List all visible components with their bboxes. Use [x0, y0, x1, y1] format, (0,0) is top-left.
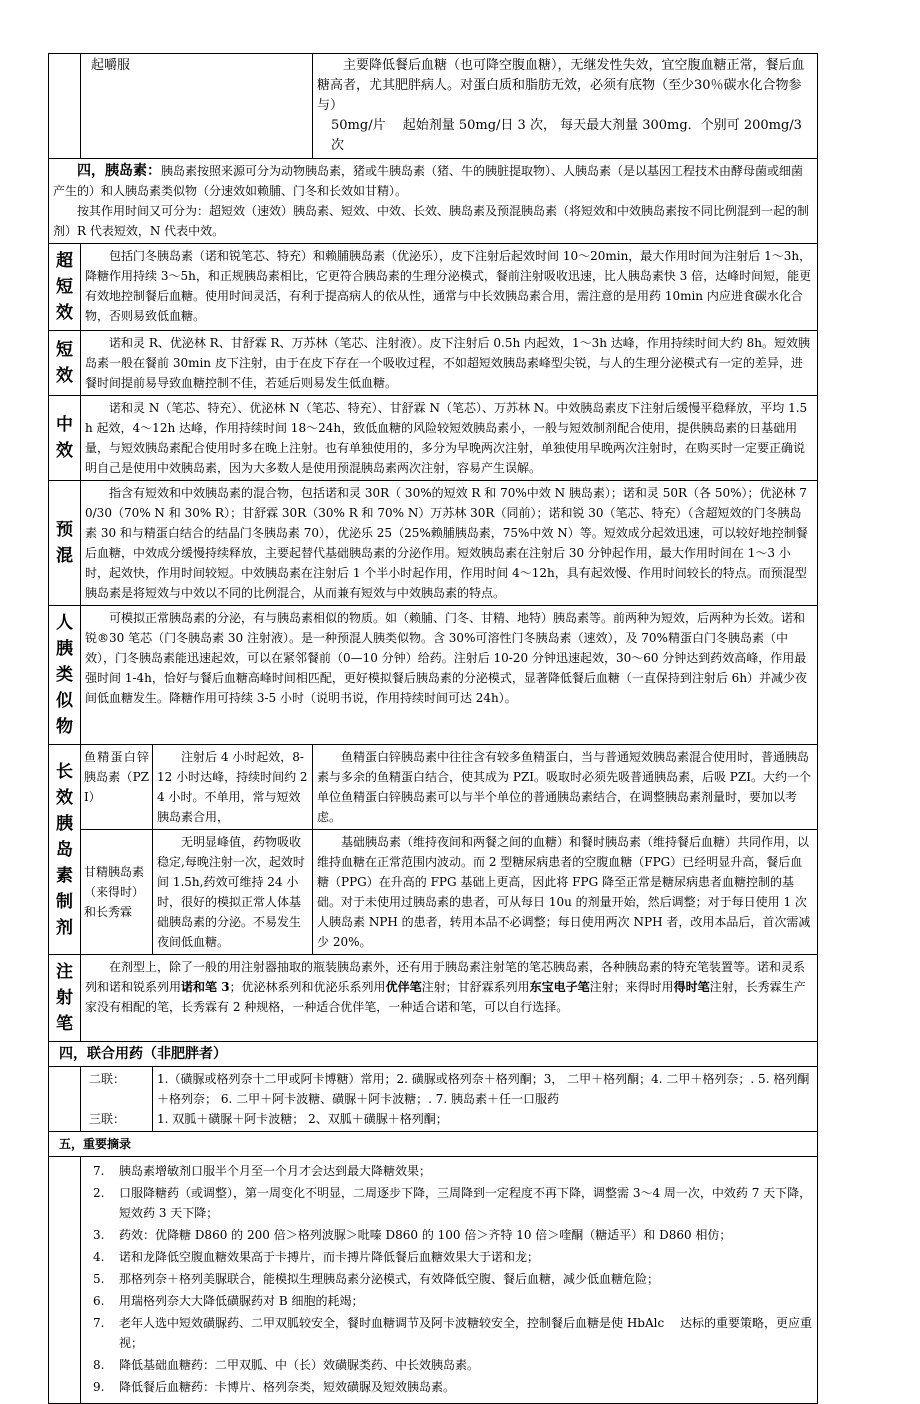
list-item: [85, 1313, 813, 1353]
row-label: 人胰类似物: [49, 606, 81, 745]
table-row: [49, 1042, 818, 1067]
long-drug-name: 甘精胰岛素（来得时）和长秀霖: [81, 830, 153, 955]
pen-text: 注射；来得时用: [589, 980, 674, 994]
long-drug-name: 鱼精蛋白锌胰岛素（PZI）: [81, 745, 153, 830]
table-row: [49, 396, 818, 481]
row-label: 短效: [49, 331, 81, 396]
table-row: [49, 159, 818, 244]
row-label: 超短效: [49, 244, 81, 331]
list-item-text: 胰岛素增敏剂口服半个月至一个月才会达到最大降糖效果；: [119, 1164, 432, 1178]
row-text: 诺和灵 N（笔芯、特充）、优泌林 N（笔芯、特充）、甘舒霖 N（笔芯）、万苏林 N。中效胰岛素皮下注射后缓慢平稳释放，平均 1.5h 起效，4～12h 达峰，作用持续时间 18～24h，致低血糖的风险较短效胰岛素小，一般与短效制剂配合使用，提供胰岛素的日基础用量，与短效胰岛素配合使用时多在晚上注射。也有单独使用的，多分为早晚两次注射，单独使用早晚两次注射时，在购买时一定要正确说明自己是使用中效胰岛素，因为大多数人是使用预混胰岛素两次注射，容易产生误解。: [81, 396, 818, 481]
section-heading: 四，联合用药（非肥胖者）: [49, 1042, 818, 1067]
list-item: [85, 1269, 813, 1289]
drug-dose-line: 50mg/片 起始剂量 50mg/日 3 次， 每天最大剂量 300mg．个别可 200mg/3 次: [331, 118, 802, 153]
row-text: 指含有短效和中效胰岛素的混合物，包括诺和灵 30R（ 30%的短效 R 和 70%中效 N 胰岛素）；诺和灵 50R（各 50%）；优泌林 70/30（70% N 和 30% R）；甘舒霖 30R（30% R 和 70% N）万苏林 30R（同前）；诺和锐 30（笔芯、特充）（含超短效的门冬胰岛素 30 和与精蛋白结合的结晶门冬胰岛素 70），优泌乐 25（25%赖脯胰岛素，75%中效 N）等。短效成分起效迅速，可以较好地控制餐后血糖，中效成分缓慢持续释放，主要起替代基础胰岛素的分泌作用。短效胰岛素在注射后 30 分钟起作用，最大作用时间在 1～3 小时，起效快，作用时间较短。中效胰岛素在注射后 1 个半小时起作用，作用时间 4～12h，具有起效慢、作用时间较长的特点。而预混型胰岛素是将短效与中效以不同的比例混合，从而兼有短效与中效胰岛素的特点。: [81, 481, 818, 606]
list-item-number: 7.: [93, 1164, 105, 1178]
row-label: 注射笔: [49, 955, 81, 1042]
list-item-text: 那格列奈＋格列美脲联合，能模拟生理胰岛素分泌模式，有效降低空腹、餐后血糖，减少低血糖危险；: [119, 1272, 660, 1286]
combo-two-text: 1.（磺脲或格列奈十二甲或阿卡博糖）常用；2. 磺脲或格列奈＋格列酮；3， 二甲＋格列酮；4. 二甲＋格列奈；. 5. 格列酮＋格列奈； 6. 二甲＋阿卡波糖、磺脲＋阿卡波糖；. 7. 胰岛素＋任一口服药: [157, 1072, 810, 1106]
list-item: [85, 1247, 813, 1267]
combo-text: [153, 1067, 818, 1132]
row-text: 可模拟正常胰岛素的分泌，有与胰岛素相似的物质。如（赖脯、门冬、甘精、地特）胰岛素等。前两种为短效，后两种为长效。诺和锐®30 笔芯（门冬胰岛素 30 注射液）。是一种预混人胰类似物。含 30%可溶性门冬胰岛素（速效），及 70%精蛋白门冬胰岛素（中效），门冬胰岛素能迅速起效，可以在紧邻餐前（0—10 分钟）给药。注射后 10-20 分钟迅速起效，30～60 分钟达到药效高峰，作用最强时间 1-4h，恰好与餐后血糖高峰时间相匹配，更好模拟餐后胰岛素的分泌模式，显著降低餐后血糖（一直保持到注射后 6h）并减少夜间低血糖发生。降糖作用可持续 3-5 小时（说明书说，作用持续时间可达 24h）。: [81, 606, 818, 745]
list-item: [85, 1291, 813, 1311]
list-item-number: 6.: [93, 1294, 105, 1308]
section-heading: 五，重要摘录: [49, 1132, 818, 1157]
table-row: [49, 1132, 818, 1157]
table-row: [49, 606, 818, 745]
table-row: [49, 1067, 818, 1132]
summary-list: [81, 1157, 818, 1404]
long-drug-brief: 注射后 4 小时起效，8-12 小时达峰，持续时间约 24 小时。不单用，常与短效胰岛素合用，: [153, 745, 313, 830]
list-item-text: 老年人选中短效磺脲药、二甲双胍较安全，餐时血糖调节及阿卡波糖较安全，控制餐后血糖是使 HbAlc 达标的重要策略，更应重视；: [119, 1316, 813, 1350]
pen-device: 优伴笔: [385, 980, 422, 994]
row-text: [81, 955, 818, 1042]
intro-text: 胰岛素按照来源可分为动物胰岛素，猪或牛胰岛素（猪、牛的胰脏提取物）、人胰岛素（是以基因工程技术由酵母菌或细菌产生的）和人胰岛素类似物（分速效如赖脯、门冬和长效如甘精）。: [53, 164, 804, 198]
list-item-number: 3.: [93, 1228, 105, 1242]
intro-text-2: 按其作用时间又可分为：超短效（速效）胰岛素、短效、中效、长效、胰岛素及预混胰岛素（将短效和中效胰岛素按不同比例混到一起的制剂）R 代表短效，N 代表中效。: [53, 204, 810, 238]
list-item-text: 用瑞格列奈大大降低磺脲药对 B 细胞的耗竭；: [119, 1294, 364, 1308]
list-item-number: 2.: [93, 1186, 105, 1200]
table-row: [49, 244, 818, 331]
table-row: [49, 830, 818, 955]
pen-text: 注射，长秀霖生产家没有相配的笔，长秀霖有 2 种规格，一种适合优伴笔，一种适合诺和笔，可以自行选择。: [85, 980, 806, 1014]
list-item-number: 8.: [93, 1358, 105, 1372]
combo-two-label: 二联：: [89, 1072, 126, 1086]
pen-text: 注射；甘舒霖系列用: [421, 980, 530, 994]
list-item-text: 口服降糖药（或调整），第一周变化不明显，二周逐步下降，三周降到一定程度不再下降，调整需 3～4 周一次，中效药 7 天下降，短效药 3 天下降；: [119, 1186, 812, 1220]
table-row: [49, 331, 818, 396]
list-item-number: 9.: [93, 1380, 105, 1394]
list-item: [85, 1377, 813, 1397]
drug-table: [48, 53, 818, 1404]
list-item-number: 4.: [93, 1250, 105, 1264]
row-label: 长效胰岛素制剂: [49, 745, 81, 955]
drug-description: [313, 54, 818, 159]
list-item: [85, 1225, 813, 1245]
drug-name: 起嚼服: [81, 54, 313, 159]
insulin-intro: [49, 159, 818, 244]
pen-text: ；优泌林系列和优泌乐系列用: [229, 980, 386, 994]
long-drug-text: 基础胰岛素（维持夜间和两餐之间的血糖）和餐时胰岛素（维持餐后血糖）共同作用，以维持血糖在正常范围内波动。而 2 型糖尿病患者的空腹血糖（FPG）已经明显升高，餐后血糖（PPG）在升高的 FPG 基础上更高，因此将 FPG 降至正常是糖尿病患者血糖控制的基础。对于未使用过胰岛素的患者，可从每日 10u 的剂量开始，然后调整；对于每日使用 1 次人胰岛素 NPH 的患者，转用本品不必调整；每日使用两次 NPH 者，改用本品后，首次需减少 20%。: [313, 830, 818, 955]
list-item-text: 药效：优降糖 D860 的 200 倍＞格列波脲＞吡嗪 D860 的 100 倍＞齐特 10 倍＞喹酮（糖适平）和 D860 相仿；: [119, 1228, 732, 1242]
list-item-text: 降低基础血糖药：二甲双胍、中（长）效磺脲类药、中长效胰岛素。: [119, 1358, 480, 1372]
list-item-number: 5.: [93, 1272, 105, 1286]
long-drug-brief: 无明显峰值，药物吸收稳定,每晚注射一次，起效时间 1.5h,药效可维持 24 小时，很好的模拟正常人体基础胰岛素的分泌。不易发生夜间低血糖。: [153, 830, 313, 955]
list-item: [85, 1355, 813, 1375]
long-drug-text: 鱼精蛋白锌胰岛素中往往含有较多鱼精蛋白，当与普通短效胰岛素混合使用时，普通胰岛素与多余的鱼精蛋白结合，使其成为 PZI。吸取时必须先吸普通胰岛素，后吸 PZI。大约一个单位鱼精蛋白锌胰岛素可以与半个单位的普通胰岛素结合，在调整胰岛素剂量时，要加以考虑。: [313, 745, 818, 830]
list-item-text: 诺和龙降低空腹血糖效果高于卡搏片，而卡搏片降低餐后血糖效果大于诺和龙；: [119, 1250, 540, 1264]
list-item-number: 7.: [93, 1316, 105, 1330]
table-row: [49, 1157, 818, 1404]
combo-labels: [81, 1067, 153, 1132]
table-row: [49, 481, 818, 606]
list-item: [85, 1183, 813, 1223]
pen-device: 诺和笔 3: [181, 980, 230, 994]
row-label: 中效: [49, 396, 81, 481]
table-row: [49, 745, 818, 830]
pen-text: 在剂型上，除了一般的用注射器抽取的瓶装胰岛素外，还有用于胰岛素注射笔的笔芯胰岛素，各种胰岛素的特充笔装置等。诺和灵系列和诺和锐系列用: [85, 960, 806, 994]
row-text: 包括门冬胰岛素（诺和锐笔芯、特充）和赖脯胰岛素（优泌乐），皮下注射后起效时间 10～20min，最大作用时间为注射后 1～3h，降糖作用持续 3～5h，和正规胰岛素相比，它更符合胰岛素的生理分泌模式，餐前注射吸收迅速，比人胰岛素快 3 倍，达峰时间短，能更有效地控制餐后血糖。使用时间灵活，有利于提高病人的依从性，通常与中长效胰岛素合用，需注意的是用药 10min 内应进食碳水化合物，否则易致低血糖。: [81, 244, 818, 331]
drug-desc-line: 主要降低餐后血糖（也可降空腹血糖），无继发性失效，宜空腹血糖正常，餐后血糖高者，尤其肥胖病人。对蛋白质和脂肪无效，必须有底物（至少30％碳水化合物参与）: [317, 58, 805, 113]
combo-three-label: 三联：: [89, 1112, 126, 1126]
pen-device: 得时笔: [673, 980, 710, 994]
combo-three-text: 1. 双胍＋磺脲＋阿卡波糖； 2、双胍＋磺脲＋格列酮；: [157, 1112, 448, 1126]
table-row: [49, 54, 818, 159]
table-row: [49, 955, 818, 1042]
list-item-text: 降低餐后血糖药：卡博片、格列奈类，短效磺脲及短效胰岛素。: [119, 1380, 456, 1394]
row-text: 诺和灵 R、优泌林 R、甘舒霖 R、万苏林（笔芯、注射液）。皮下注射后 0.5h 内起效，1～3h 达峰，作用持续时间大约 8h。短效胰岛素一般在餐前 30min 皮下注射，由于在皮下存在一个吸收过程，不如超短效胰岛素峰型尖锐，与人的生理分泌模式有一定的差异，进餐时间提前易导致血糖控制不佳，若延后则易发生低血糖。: [81, 331, 818, 396]
pen-device: 东宝电子笔: [529, 980, 590, 994]
row-label: 预混: [49, 481, 81, 606]
section-heading: 四，胰岛素：: [77, 163, 161, 179]
list-item: [85, 1161, 813, 1181]
